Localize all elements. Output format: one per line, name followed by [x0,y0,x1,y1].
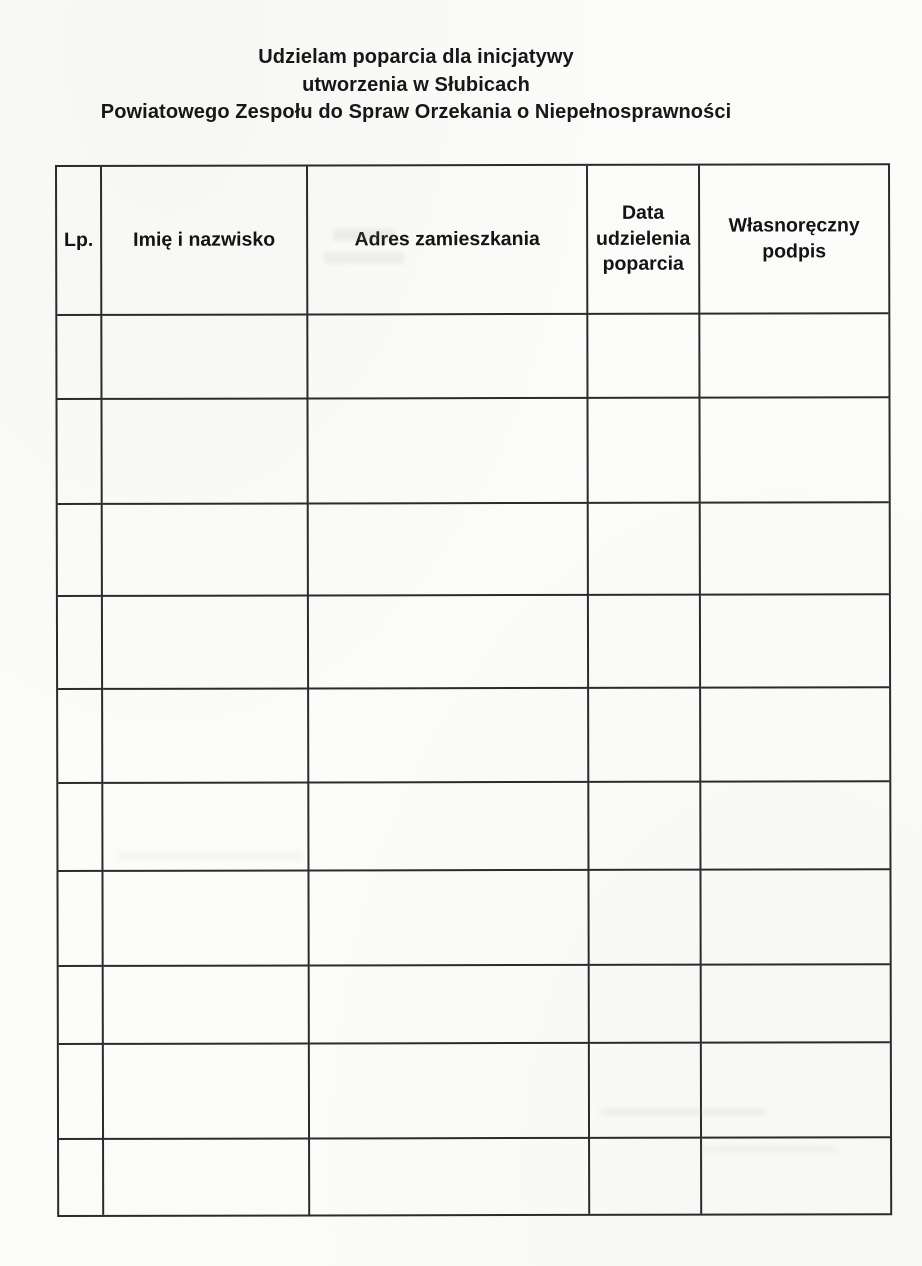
entry-cell-row6-name [103,783,309,871]
entry-cell-row6-date [589,783,701,871]
entry-cell-row6-address [309,783,589,872]
entry-cell-row2-address [308,399,588,505]
entry-cell-row2-lp [57,400,102,505]
entry-cell-row8-signature [702,965,890,1043]
column-header-signature: Własnoręczny podpis [700,165,888,314]
column-header-lp: Lp. [57,167,102,316]
entry-cell-row4-signature [701,595,889,688]
entry-cell-row8-name [104,966,310,1044]
entry-cell-row7-address [309,871,589,967]
column-header-address: Adres zamieszkania [308,166,588,316]
entry-cell-row10-lp [59,1140,104,1215]
entry-cell-row7-signature [701,870,889,965]
entry-cell-row7-date [589,871,701,966]
entry-cell-row10-signature [702,1138,890,1213]
entry-cell-row8-lp [59,967,104,1045]
entry-cell-row1-lp [57,316,102,400]
support-signature-table [55,163,892,1217]
entry-cell-row9-address [310,1044,590,1140]
entry-cell-row7-lp [58,872,103,967]
entry-cell-row10-name [104,1139,310,1214]
entry-cell-row9-date [590,1044,702,1139]
entry-cell-row1-date [588,315,700,399]
entry-cell-row3-date [589,504,701,596]
entry-cell-row5-signature [701,688,889,782]
entry-cell-row2-name [102,399,308,504]
entry-cell-row4-address [309,596,589,690]
entry-cell-row8-address [310,966,590,1045]
entry-cell-row10-address [310,1139,590,1215]
column-header-name: Imię i nazwisko [102,166,308,315]
entry-cell-row9-lp [59,1045,104,1140]
entry-cell-row5-lp [58,690,103,784]
entry-cell-row3-address [309,504,589,597]
entry-cell-row10-date [590,1139,702,1214]
form-title-line-1: Udzielam poparcia dla inicjatywy [258,46,574,68]
form-title [0,44,832,127]
entry-cell-row3-signature [701,503,889,595]
form-title-line-3: Powiatowego Zespołu do Spraw Orzekania o Niepełnosprawności [100,101,732,123]
entry-cell-row4-date [589,596,701,689]
entry-cell-row6-signature [701,782,889,870]
entry-cell-row6-lp [58,784,103,872]
entry-cell-row4-name [103,596,309,689]
entry-cell-row1-signature [700,314,888,398]
entry-cell-row5-name [103,689,309,783]
entry-cell-row9-signature [702,1043,890,1138]
entry-cell-row5-address [309,689,589,784]
column-header-date: Data udzielenia poparcia [588,166,700,315]
entry-cell-row2-date [588,399,700,504]
entry-cell-row9-name [104,1044,310,1139]
entry-cell-row7-name [103,871,309,966]
entry-cell-row3-lp [58,505,103,597]
entry-cell-row1-address [308,315,588,400]
entry-cell-row1-name [102,315,308,399]
form-title-line-2: utworzenia w Słubicach [302,73,530,96]
entry-cell-row2-signature [700,398,888,503]
entry-cell-row8-date [590,966,702,1044]
entry-cell-row4-lp [58,597,103,690]
entry-cell-row5-date [589,689,701,783]
entry-cell-row3-name [103,504,309,596]
